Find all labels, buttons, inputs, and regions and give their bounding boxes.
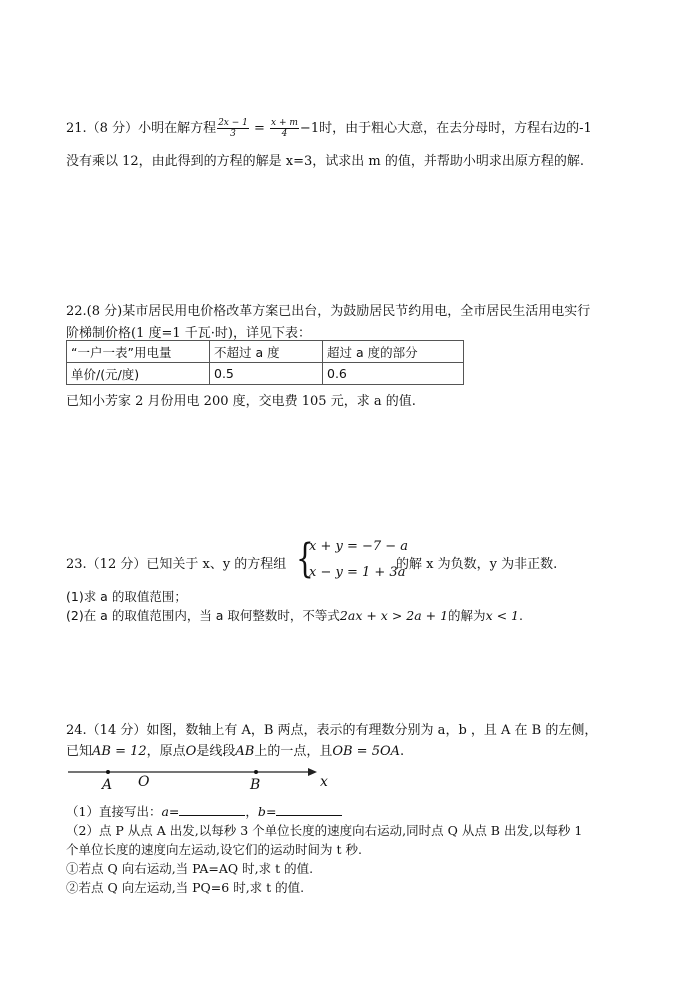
answer-blank-b[interactable] [276,804,342,816]
axis-label-b: B [250,777,261,793]
point-a-dot [106,770,110,774]
q24-p1-eq: = [168,804,180,819]
q21-fraction-2 [270,118,299,139]
q21-frac2-numerator: x + m [271,118,298,128]
axis-arrow [308,768,317,776]
q23-solution: x < 1 [485,608,519,623]
q21-suffix: −1时，由于粗心大意，在去分母时，方程右边的-1 [299,121,592,136]
q24-line2 [66,740,404,759]
table-cell: 0.5 [210,363,323,385]
table-cell: “一户一表”用电量 [67,341,210,363]
q21-equals: = [249,121,270,136]
table-row [67,341,464,363]
q24-math: OB = 5OA [332,744,401,759]
q21-fraction-1 [217,118,249,139]
q24-part1 [66,802,342,820]
q23-part2 [66,606,523,624]
table-row [67,363,464,385]
q23-part2-mid: 的解为 [448,608,486,623]
axis-label-o: O [138,774,150,790]
q24-p1-var-b: b [257,804,266,819]
q23-part2-end: . [519,608,523,623]
q24-text: 已知 [66,744,93,759]
q24-p1-text: （1）直接写出： [66,804,162,819]
q24-text: 上的一点，且 [254,744,333,759]
axis-label-a: A [102,777,113,793]
q24-text: . [400,744,405,759]
q23-prefix: 23.（12 分）已知关于 x、y 的方程组 [66,557,287,572]
q23-part1: (1)求 a 的取值范围； [66,589,187,604]
point-b-dot [254,770,258,774]
q23-suffix: 的解 x 为负数，y 为非正数. [396,557,558,572]
price-table [66,340,464,385]
q21-line1 [66,117,592,139]
q24-part4: ②若点 Q 向左运动,当 PQ=6 时,求 t 的值. [66,880,305,895]
answer-blank-a[interactable] [179,804,245,816]
q24-part2-line2: 个单位长度的速度向左运动,设它们的运动时间为 t 秒. [66,842,362,857]
table-cell: 不超过 a 度 [210,341,323,363]
q21-frac1-numerator: 2x − 1 [218,118,248,128]
system-brace: { [296,536,314,582]
q23-inequality: 2ax + x > 2a + 1 [339,608,449,623]
q22-line1: 22.(8 分)某市居民用电价格改革方案已出台，为鼓励居民节约用电，全市居民生活用电实行 [66,304,591,319]
q24-text: 是线段 [196,744,236,759]
q24-text: ，原点 [146,744,186,759]
q21-frac1-denominator: 3 [230,129,236,139]
q23-eq1: x + y = −7 − a [309,539,409,554]
q24-math: AB [235,744,255,759]
q21-prefix: 21.（8 分）小明在解方程 [66,121,217,136]
q24-p1-var-a: a [161,804,169,819]
q23-part2-text: (2)在 a 的取值范围内，当 a 取何整数时，不等式 [66,608,340,623]
q24-p1-eq2: = [265,804,277,819]
q21-line2: 没有乘以 12，由此得到的方程的解是 x=3，试求出 m 的值，并帮助小明求出原方程的解. [66,154,585,169]
table-cell: 超过 a 度的部分 [323,341,464,363]
table-cell: 单价/(元/度) [67,363,210,385]
q24-line1: 24.（14 分）如图，数轴上有 A，B 两点，表示的有理数分别为 a，b ，且 A 在 B 的左侧， [66,723,598,738]
table-cell: 0.6 [323,363,464,385]
q21-frac2-denominator: 4 [281,129,288,139]
q24-part3: ①若点 Q 向右运动,当 PA=AQ 时,求 t 的值. [66,861,314,876]
q24-math: O [185,744,197,759]
q22-line3: 已知小芳家 2 月份用电 200 度，交电费 105 元，求 a 的值. [66,394,416,409]
q22-line2: 阶梯制价格(1 度=1 千瓦·时)，详见下表： [66,326,311,341]
q24-p1-sep: ， [245,804,258,819]
q23-eq2: x − y = 1 + 3a [309,565,406,580]
q24-part2-line1: （2）点 P 从点 A 出发,以每秒 3 个单位长度的速度向右运动,同时点 Q 从点 B 出发,以每秒 1 [66,823,583,838]
q24-math: AB = 12 [92,744,147,759]
axis-label-x: x [320,774,328,790]
